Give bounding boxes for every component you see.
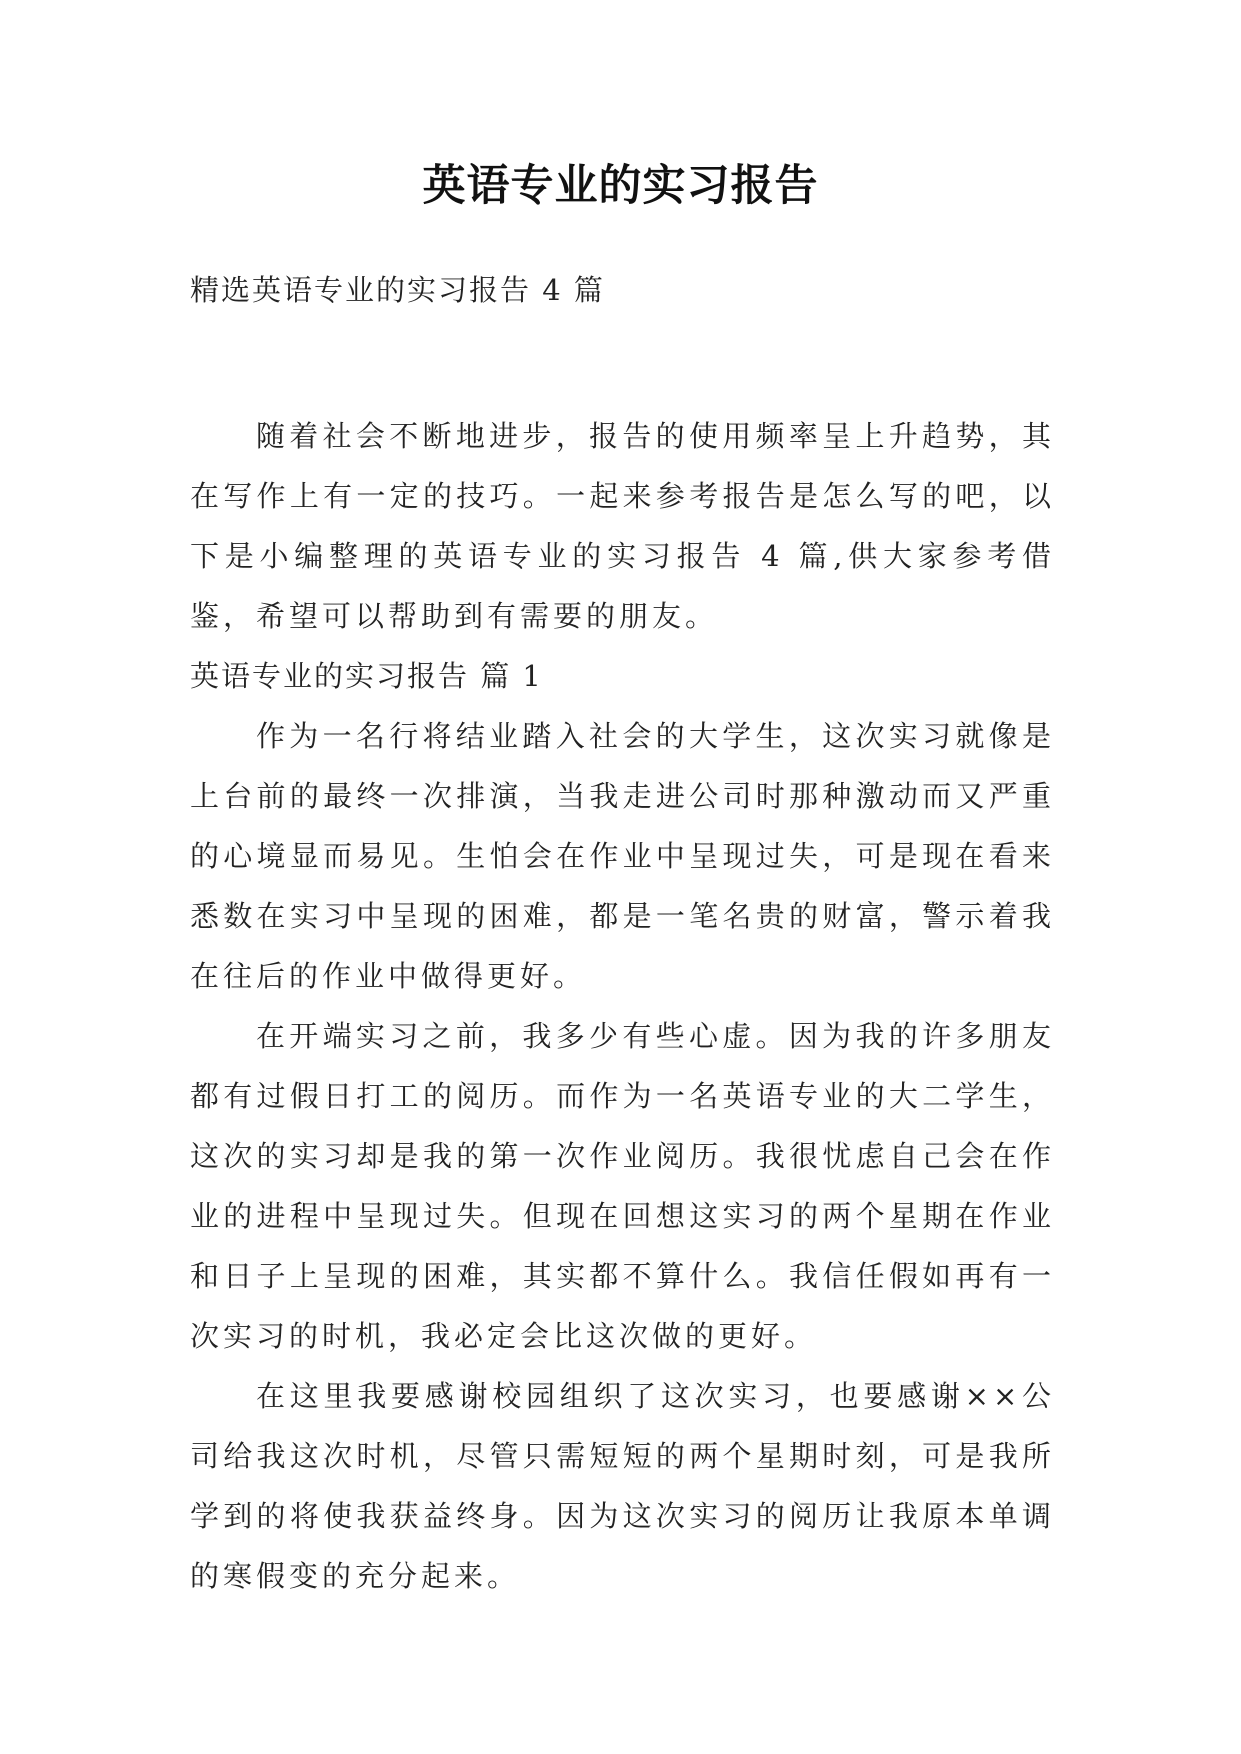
intro-paragraph: 随着社会不断地进步，报告的使用频率呈上升趋势，其在写作上有一定的技巧。一起来参考报告是怎么写的吧，以下是小编整理的英语专业的实习报告 4 篇,供大家参考借鉴，希望可以帮助到有需要的朋友。 bbox=[190, 419, 1055, 633]
document-body bbox=[190, 406, 1055, 1606]
document-subtitle: 精选英语专业的实习报告 4 篇 bbox=[190, 273, 605, 307]
body-paragraph-3: 在这里我要感谢校园组织了这次实习，也要感谢××公司给我这次时机，尽管只需短短的两个星期时刻，可是我所学到的将使我获益终身。因为这次实习的阅历让我原本单调的寒假变的充分起来。 bbox=[190, 1379, 1055, 1593]
body-paragraph-2: 在开端实习之前，我多少有些心虚。因为我的许多朋友都有过假日打工的阅历。而作为一名英语专业的大二学生，这次的实习却是我的第一次作业阅历。我很忧虑自己会在作业的进程中呈现过失。但现在回想这实习的两个星期在作业和日子上呈现的困难，其实都不算什么。我信任假如再有一次实习的时机，我必定会比这次做的更好。 bbox=[190, 1019, 1055, 1353]
body-paragraph-1: 作为一名行将结业踏入社会的大学生，这次实习就像是上台前的最终一次排演，当我走进公司时那种激动而又严重的心境显而易见。生怕会在作业中呈现过失，可是现在看来悉数在实习中呈现的困难，都是一笔名贵的财富，警示着我在往后的作业中做得更好。 bbox=[190, 719, 1055, 993]
document-title: 英语专业的实习报告 bbox=[422, 161, 819, 211]
section-heading: 英语专业的实习报告 篇 1 bbox=[190, 659, 543, 693]
